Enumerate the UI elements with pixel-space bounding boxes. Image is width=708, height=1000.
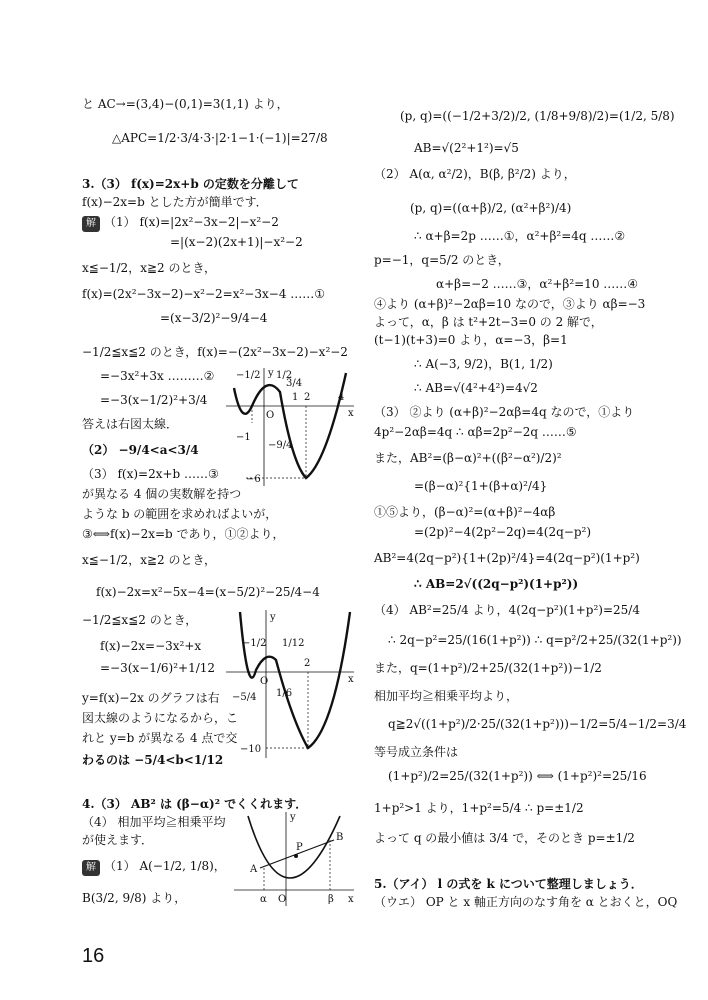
text-line: 4.（3） AB² は (β−α)² でくくれます． xyxy=(82,797,308,811)
text-line: ∴ A(−3, 9/2)，B(1, 1/2) xyxy=(414,357,553,371)
graph-label: 1/12 xyxy=(282,638,305,649)
text-line: 相加平均≧相乗平均より， xyxy=(374,689,519,703)
text-line: ∴ 2q−p²=25/(16(1+p²)) ∴ q=p²/2+25/(32(1+p²)) xyxy=(388,633,682,647)
text-line: （4） AB²=25/4 より，4(2q−p²)(1+p²)=25/4 xyxy=(374,603,640,617)
graph-label: β xyxy=(328,894,334,905)
graph-label: B xyxy=(336,832,344,843)
graph-curve xyxy=(240,612,350,748)
problem-heading xyxy=(82,176,299,192)
text-line: （1） f(x)=|2x²−3x−2|−x²−2 xyxy=(104,215,279,229)
graph-label: α xyxy=(260,894,267,905)
text-line: と AC→=(3,4)−(0,1)=3(1,1) より， xyxy=(82,97,289,111)
text-line: y=f(x)−2x のグラフは右 xyxy=(82,691,220,705)
text-line: ③⟺f(x)−2x=b であり，①②より， xyxy=(82,527,285,541)
text-line: =(x−3/2)²−9/4−4 xyxy=(160,311,268,325)
text-line: x≦−1/2，x≧2 のとき， xyxy=(82,261,216,275)
text-line: また，q=(1+p²)/2+25/(32(1+p²))−1/2 xyxy=(374,661,602,675)
graph-label: −1/2 xyxy=(242,638,267,649)
text-line: f(x)−2x=−3x²+x xyxy=(100,639,202,653)
graph-label: 3/4 xyxy=(286,378,303,389)
text-line: (p, q)=((α+β)/2, (α²+β²)/4) xyxy=(410,201,572,215)
text-line: q≧2√((1+p²)/2·25/(32(1+p²)))−1/2=5/4−1/2=3/4 xyxy=(388,717,687,731)
text-line: △APC=1/2·3/4·3·|2·1−1·(−1)|=27/8 xyxy=(112,131,328,145)
text-line: p=−1，q=5/2 のとき， xyxy=(374,253,510,267)
text-line: よって，α，β は t²+2t−3=0 の 2 解で， xyxy=(374,315,603,329)
text-line: ∴ AB=2√((2q−p²)(1+p²)) xyxy=(414,577,579,591)
graph-label: 2 xyxy=(304,658,311,669)
text-line: 図太線のようになるから，こ xyxy=(82,711,239,725)
text-line: （2） −9/4<a<3/4 xyxy=(82,443,199,457)
solution-badge: 解 xyxy=(82,216,100,232)
text-line: が異なる 4 個の実数解を持つ xyxy=(82,487,242,501)
text-line: （1） A(−1/2, 1/8)， xyxy=(104,859,226,873)
text-line: −1/2≦x≦2 のとき， xyxy=(82,613,198,627)
graph-label: O xyxy=(260,676,269,687)
text-line: AB=√(2²+1²)=√5 xyxy=(414,141,519,155)
text-line: =−3x²+3x ………② xyxy=(100,369,215,383)
graph-f-x xyxy=(226,368,356,488)
graph-label: P xyxy=(296,842,303,853)
text-line: ような b の範囲を求めればよいが， xyxy=(82,507,278,521)
text-line: ④より (α+β)²−2αβ=10 なので，③より αβ=−3 xyxy=(374,297,646,311)
text-line: =−3(x−1/6)²+1/12 xyxy=(100,661,216,675)
text-line: （4） 相加平均≧相乗平均 xyxy=(82,815,226,829)
graph-label: −1/2 xyxy=(236,370,261,381)
text-line: f(x)−2x=b とした方が簡単です． xyxy=(82,195,268,209)
text-line: ∴ α+β=2p ……①，α²+β²=4q ……② xyxy=(414,229,626,243)
graph-label: −5/4 xyxy=(232,692,257,703)
solution-badge: 解 xyxy=(82,860,100,876)
graph-label: −1 xyxy=(236,432,251,443)
graph-label: O xyxy=(278,894,287,905)
text-line: f(x)=(2x²−3x−2)−x²−2=x²−3x−4 ……① xyxy=(82,287,326,301)
graph-label: 1 xyxy=(292,392,299,403)
graph-label: O xyxy=(266,410,275,421)
text-line: (p, q)=((−1/2+3/2)/2, (1/8+9/8)/2)=(1/2, 5/8) xyxy=(400,109,675,123)
text-line: 4p²−2αβ=4q ∴ αβ=2p²−2q ……⑤ xyxy=(374,425,577,439)
graph-label: −6 xyxy=(246,474,261,485)
text-line: 答えは右図太線． xyxy=(82,417,179,431)
text-line: が使えます． xyxy=(82,833,154,847)
text-line: =(2p)²−4(2p²−2q)=4(2q−p²) xyxy=(414,525,592,539)
text-line: (1+p²)/2=25/(32(1+p²)) ⟺ (1+p²)²=25/16 xyxy=(388,769,647,783)
text-line: ①⑤より，(β−α)²=(α+β)²−4αβ xyxy=(374,505,556,519)
graph-label: x xyxy=(348,894,354,905)
graph-label: 1/6 xyxy=(276,688,293,699)
graph-label: −10 xyxy=(240,744,262,755)
text-line: 3.（3） f(x)=2x+b の定数を分離して xyxy=(82,177,299,191)
graph-label: 2 xyxy=(304,392,311,403)
text-line: 等号成立条件は xyxy=(374,745,459,759)
graph-label: y xyxy=(268,368,274,379)
graph-label: A xyxy=(250,864,258,875)
graph-parabola xyxy=(234,810,356,910)
text-line: f(x)−2x=x²−5x−4=(x−5/2)²−25/4−4 xyxy=(96,585,320,599)
text-line: （2） A(α, α²/2)，B(β, β²/2) より， xyxy=(374,167,576,181)
text-line: (t−1)(t+3)=0 より，α=−3，β=1 xyxy=(374,333,568,347)
text-line: れと y=b が異なる 4 点で交 xyxy=(82,731,238,745)
text-line: =(β−α)²{1+(β+α)²/4} xyxy=(414,479,548,493)
text-line: −1/2≦x≦2 のとき，f(x)=−(2x²−3x−2)−x²−2 xyxy=(82,345,348,359)
page-number: 16 xyxy=(82,945,105,967)
graph-label: y xyxy=(270,612,276,623)
problem-heading xyxy=(374,876,643,892)
graph-label: 4 xyxy=(338,392,345,403)
graph-label: x xyxy=(348,674,354,685)
text-line: 5.（アイ） l の式を k について整理しましょう． xyxy=(374,877,643,891)
graph-f-x-minus-2x xyxy=(226,610,356,760)
text-line: AB²=4(2q−p²){1+(2p)²/4}=4(2q−p²)(1+p²) xyxy=(374,551,640,565)
text-line: =|(x−2)(2x+1)|−x²−2 xyxy=(170,235,303,249)
graph-label: x xyxy=(348,408,354,419)
solution-row xyxy=(82,858,226,876)
parabola-curve xyxy=(248,816,340,878)
solution-row xyxy=(82,214,279,232)
text-line: （3） f(x)=2x+b ……③ xyxy=(82,467,219,481)
text-line: わるのは −5/4<b<1/12 xyxy=(82,753,224,767)
graph-label: 1/2 xyxy=(276,370,293,381)
graph-label: −9/4 xyxy=(268,440,293,451)
text-line: ∴ AB=√(4²+4²)=4√2 xyxy=(414,381,538,395)
text-line: x≦−1/2，x≧2 のとき， xyxy=(82,553,216,567)
graph-label: y xyxy=(290,812,296,823)
text-line: B(3/2, 9/8) より， xyxy=(82,891,187,905)
text-line: （3） ②より (α+β)²−2αβ=4q なので，①より xyxy=(374,405,635,419)
text-line: また，AB²=(β−α)²+((β²−α²)/2)² xyxy=(374,451,562,465)
text-line: =−3(x−1/2)²+3/4 xyxy=(100,393,208,407)
text-line: よって q の最小値は 3/4 で，そのとき p=±1/2 xyxy=(374,831,635,845)
text-line: α+β=−2 ……③，α²+β²=10 ……④ xyxy=(436,277,639,291)
text-line: 1+p²>1 より，1+p²=5/4 ∴ p=±1/2 xyxy=(374,801,584,815)
text-line: （ウエ） OP と x 軸正方向のなす角を α とおくと，OQ xyxy=(374,895,678,909)
